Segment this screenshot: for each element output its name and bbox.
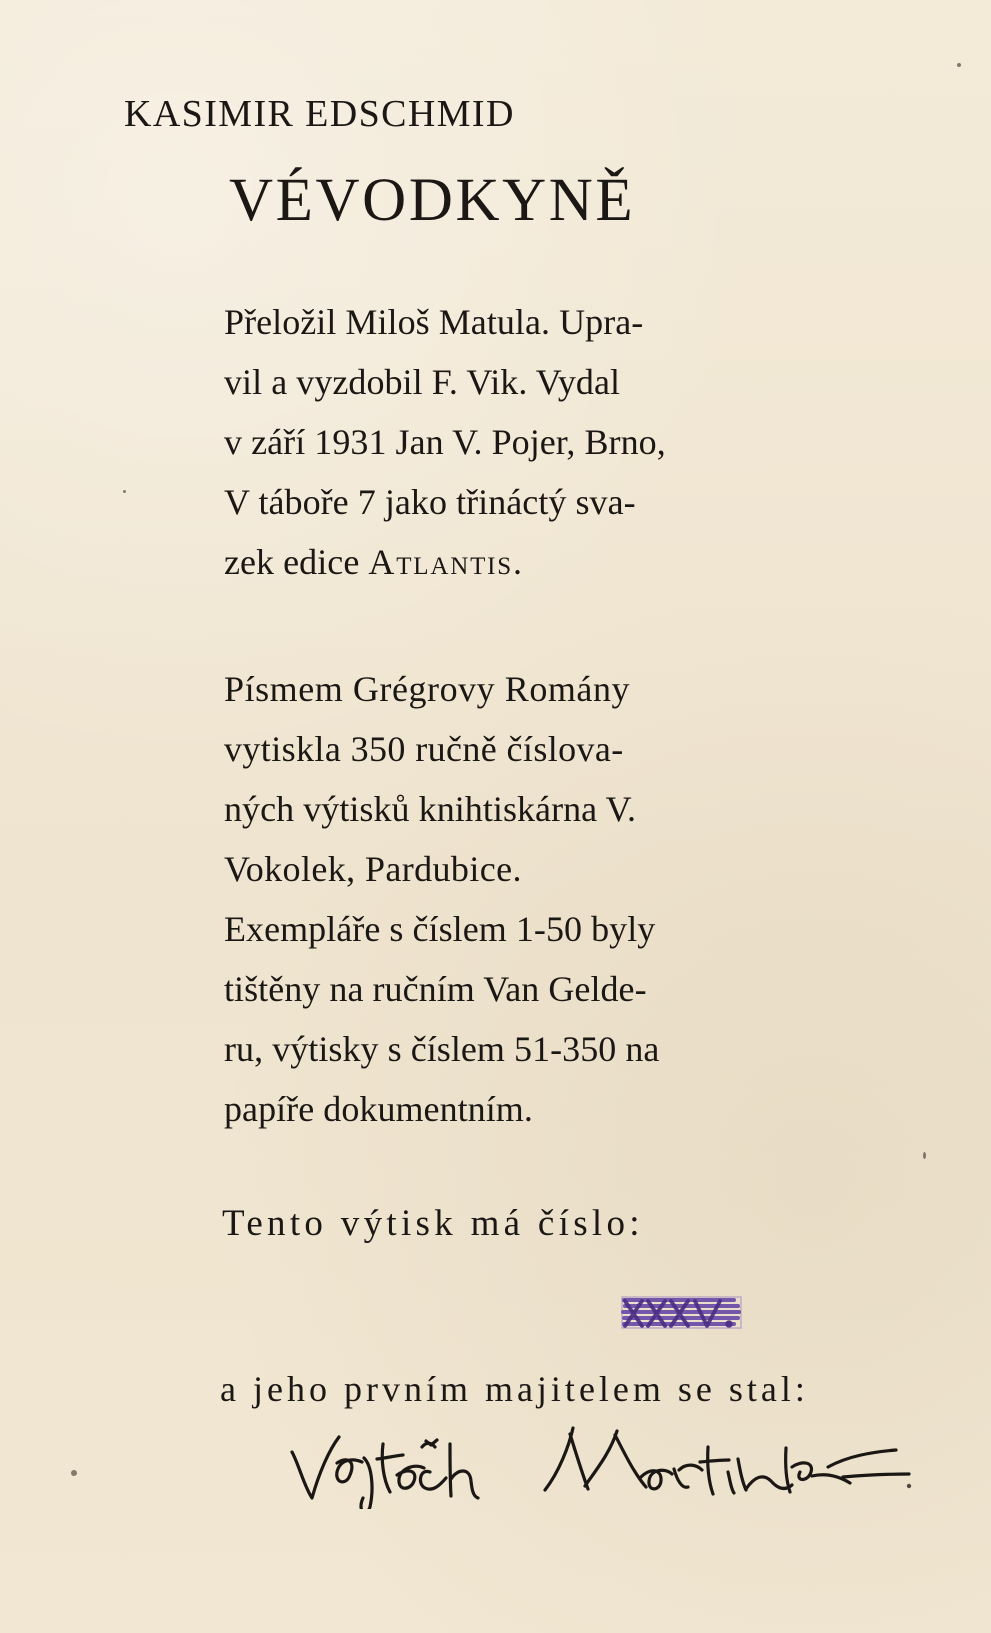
- colophon-line: v září 1931 Jan V. Pojer, Brno,: [224, 422, 666, 462]
- paper-mark-mid-left: [123, 490, 126, 493]
- paper-mark-bottom-left: [71, 1470, 77, 1476]
- printing-line: Exempláře s číslem 1-50 byly: [224, 909, 656, 949]
- edition-name: Atlantis: [368, 542, 513, 582]
- colophon-line: V táboře 7 jako třináctý sva-: [224, 482, 636, 522]
- printing-line: papíře dokumentním.: [224, 1089, 533, 1129]
- edition-prefix: zek edice: [224, 542, 360, 582]
- printing-line: ných výtisků knihtiskárna V.: [224, 789, 637, 829]
- colophon-line: Přeložil Miloš Matula. Upra-: [224, 302, 644, 342]
- colophon-line: vil a vyzdobil F. Vik. Vydal: [224, 362, 621, 402]
- copy-number-stamp: [617, 1290, 747, 1338]
- translation-publication-colophon: [224, 292, 666, 592]
- printing-line: Písmem Grégrovy Romány: [224, 669, 631, 709]
- number-stamp-icon: [617, 1290, 747, 1338]
- printing-line: vytiskla 350 ručně číslova-: [224, 729, 624, 769]
- printing-colophon: [224, 659, 659, 1139]
- copy-number-label: Tento výtisk má číslo:: [222, 1203, 644, 1244]
- printing-line: Vokolek, Pardubice.: [224, 849, 522, 889]
- handwritten-signature-icon: [280, 1414, 940, 1509]
- printing-line: ru, výtisky s číslem 51-350 na: [224, 1029, 660, 1069]
- printing-line: tištěny na ručním Van Gelde-: [224, 969, 647, 1009]
- owner-label: a jeho prvním majitelem se stal:: [220, 1369, 809, 1409]
- paper-mark-top-right: [957, 63, 961, 67]
- paper-mark-mid-right: [923, 1152, 926, 1159]
- edition-suffix: .: [512, 542, 523, 582]
- owner-signature: [280, 1414, 940, 1509]
- book-title: VÉVODKYNĚ: [229, 167, 636, 234]
- colophon-line-edition: [224, 532, 666, 592]
- author-name: KASIMIR EDSCHMID: [124, 93, 515, 135]
